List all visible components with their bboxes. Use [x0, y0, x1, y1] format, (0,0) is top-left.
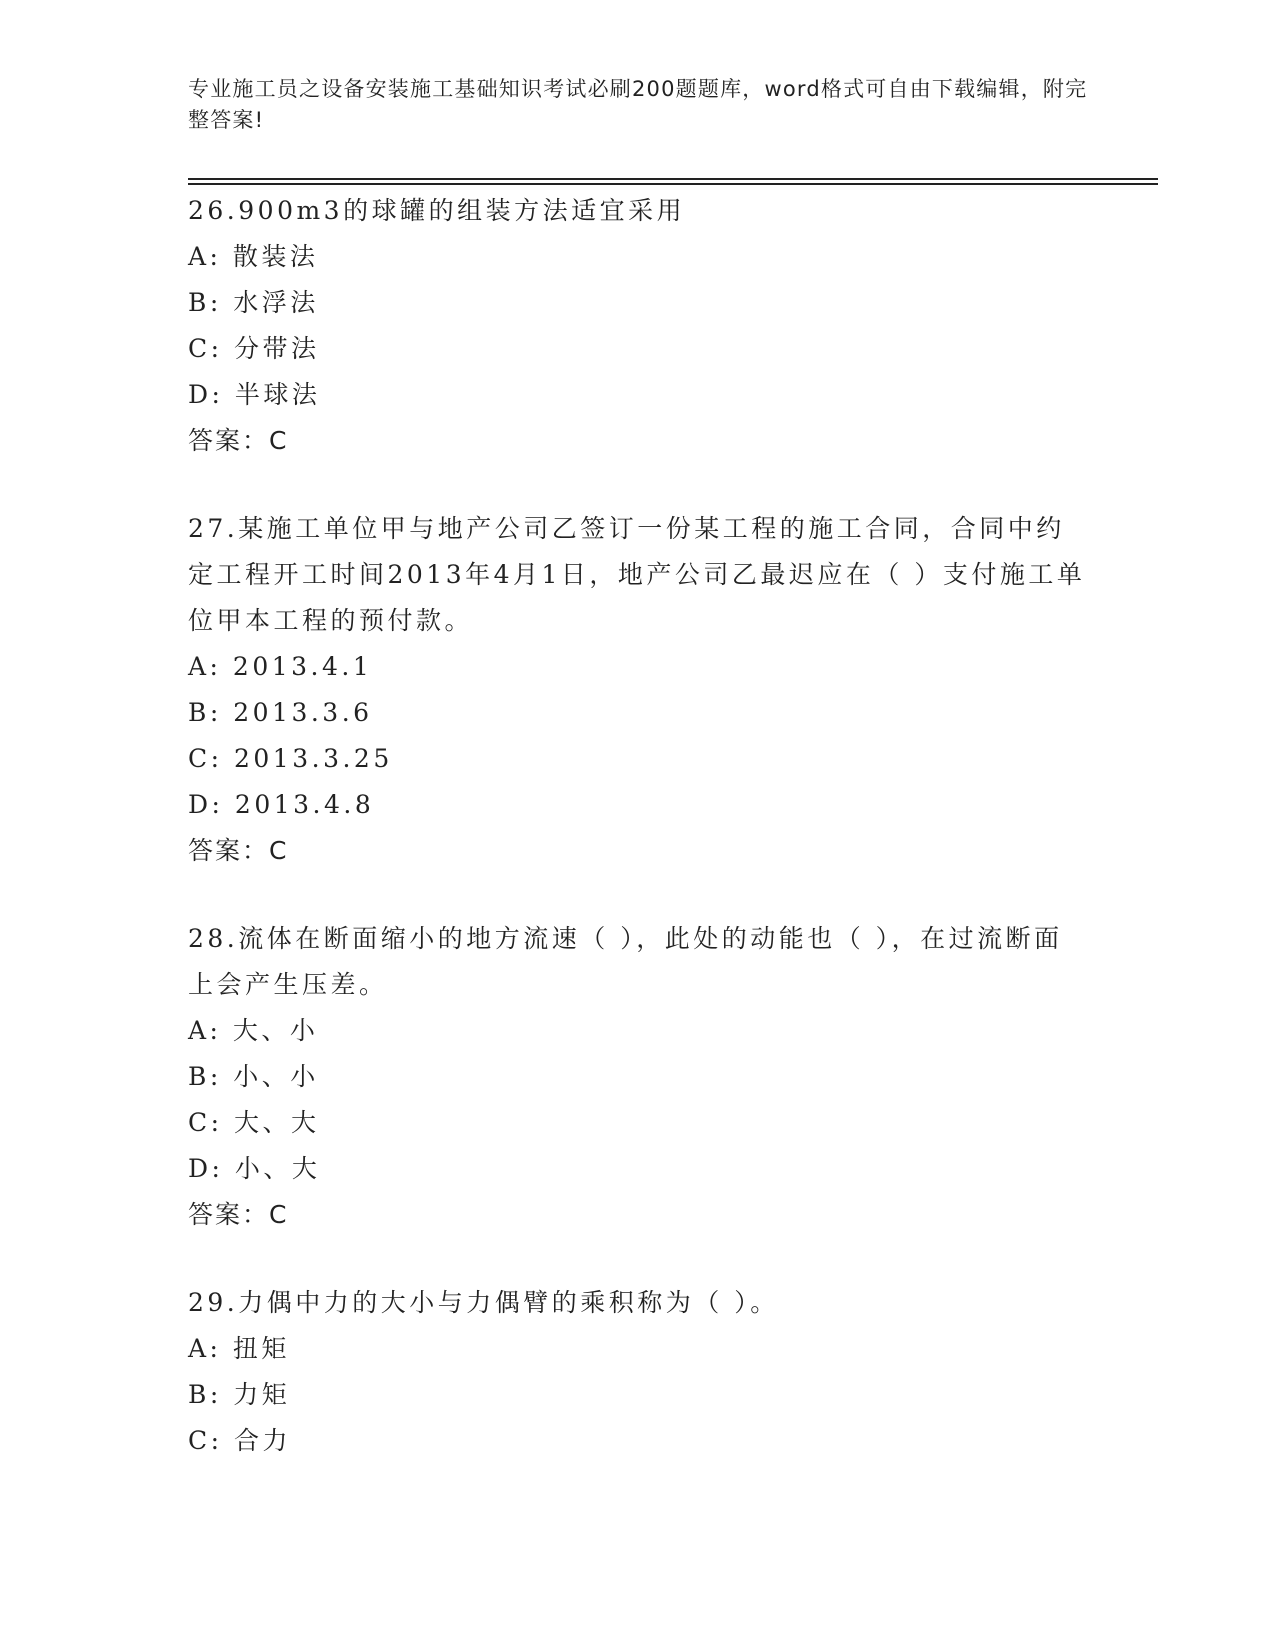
- question-28: [188, 916, 1088, 1238]
- answer-line: 答案：C: [188, 1200, 289, 1229]
- option-b: B: 水浮法: [188, 288, 319, 317]
- option-b: B: 2013.3.6: [188, 698, 373, 727]
- option-b: B: 小、小: [188, 1062, 319, 1091]
- question-list: [188, 188, 1088, 1506]
- header-divider-bottom: [188, 183, 1158, 185]
- question-26: [188, 188, 1088, 464]
- option-c: C: 分带法: [188, 334, 320, 363]
- option-a: A: 大、小: [188, 1016, 319, 1045]
- question-stem: 27.某施工单位甲与地产公司乙签订一份某工程的施工合同，合同中约定工程开工时间2013年4月1日，地产公司乙最迟应在（ ）支付施工单位甲本工程的预付款。: [188, 514, 1086, 635]
- option-a: A: 散装法: [188, 242, 319, 271]
- question-stem: 26.900m3的球罐的组装方法适宜采用: [188, 196, 686, 225]
- question-stem: 28.流体在断面缩小的地方流速（ ），此处的动能也（ ），在过流断面上会产生压差。: [188, 924, 1063, 999]
- option-a: A: 扭矩: [188, 1334, 290, 1363]
- option-d: D: 2013.4.8: [188, 790, 375, 819]
- document-header: 专业施工员之设备安装施工基础知识考试必刷200题题库，word格式可自由下载编辑，附完整答案!: [188, 77, 1088, 132]
- option-a: A: 2013.4.1: [188, 652, 373, 681]
- question-27: [188, 506, 1088, 874]
- option-b: B: 力矩: [188, 1380, 291, 1409]
- answer-line: 答案：C: [188, 426, 289, 455]
- header-divider-top: [188, 178, 1158, 180]
- option-c: C: 2013.3.25: [188, 744, 393, 773]
- question-stem: 29.力偶中力的大小与力偶臂的乘积称为（ ）。: [188, 1288, 779, 1317]
- question-29: [188, 1280, 1088, 1464]
- answer-line: 答案：C: [188, 836, 289, 865]
- option-d: D: 小、大: [188, 1154, 321, 1183]
- option-c: C: 合力: [188, 1426, 291, 1455]
- option-d: D: 半球法: [188, 380, 321, 409]
- option-c: C: 大、大: [188, 1108, 320, 1137]
